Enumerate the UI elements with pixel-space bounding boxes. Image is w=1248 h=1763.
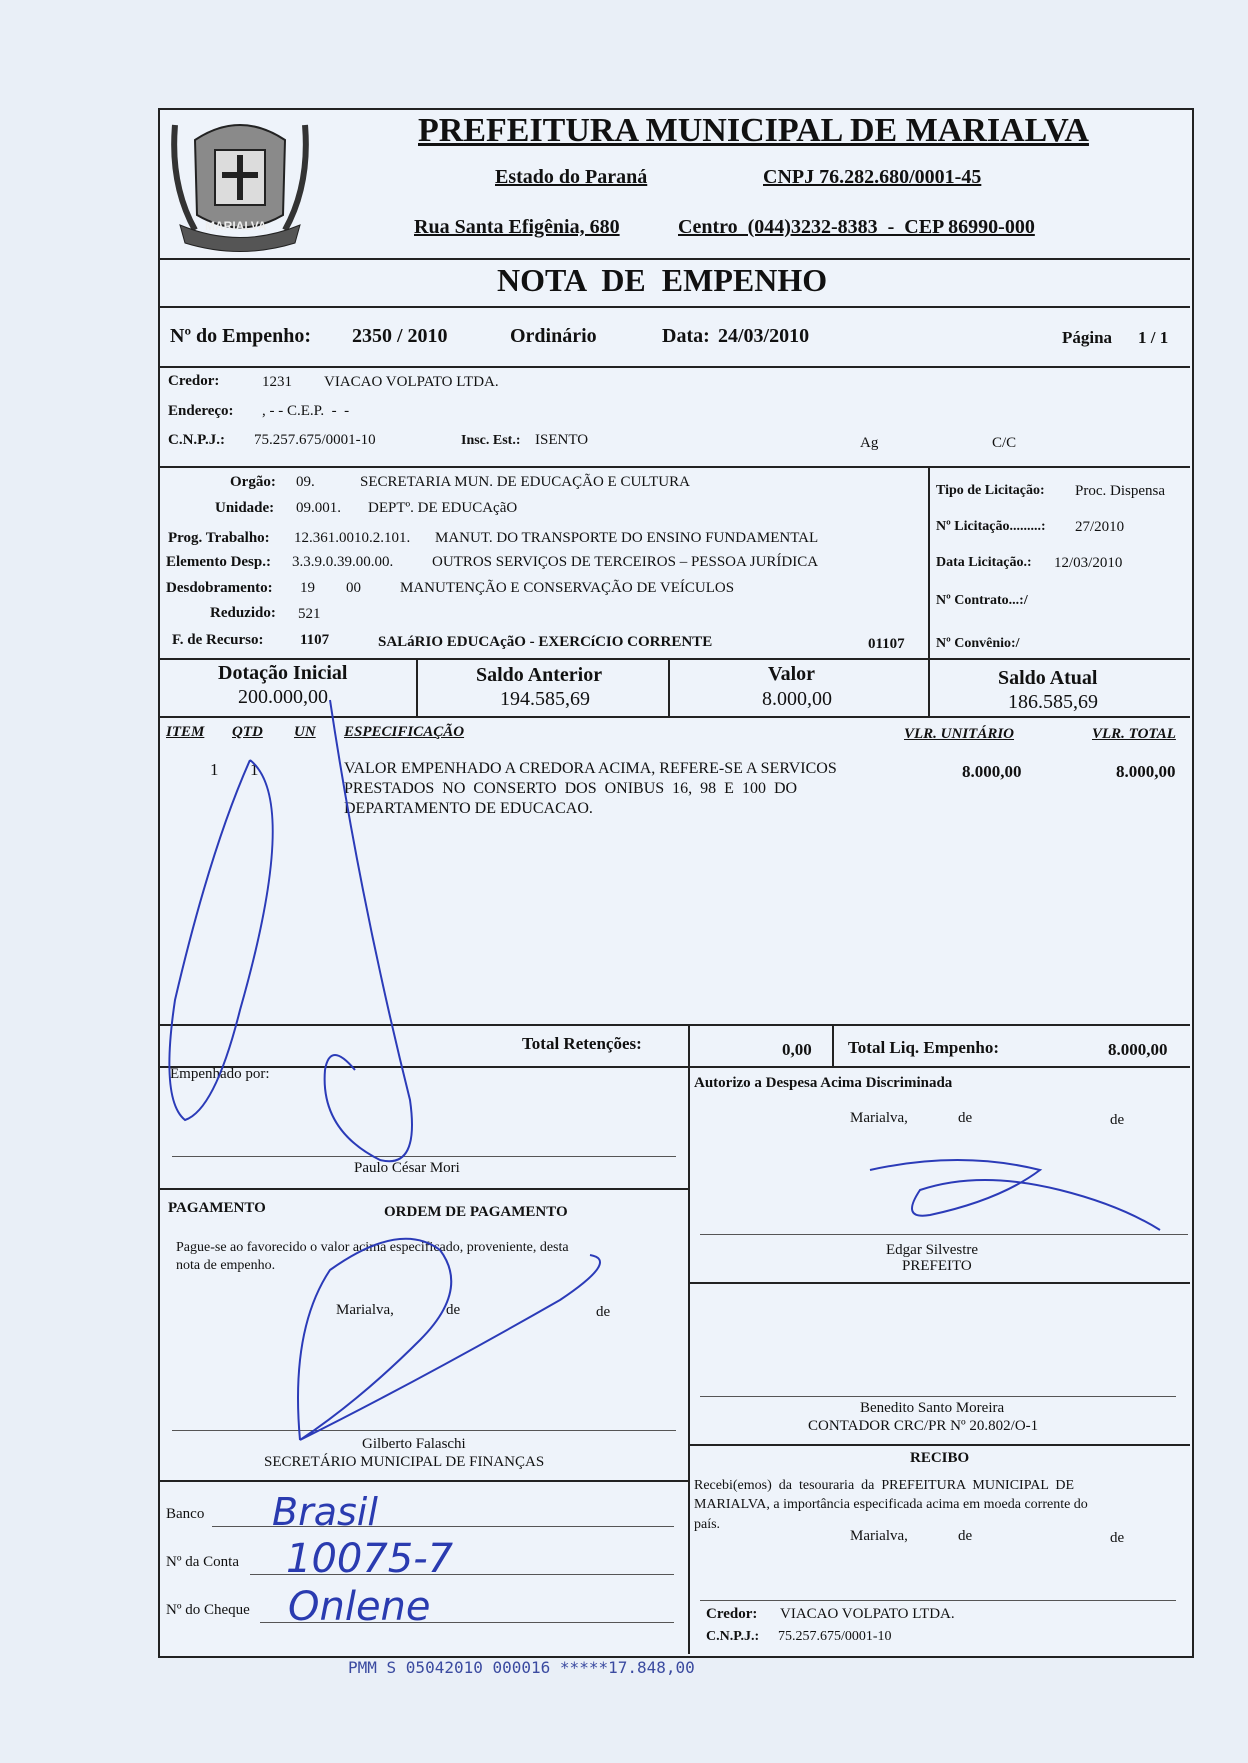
cheque-handwritten: Onlene (288, 1584, 431, 1630)
desdobramento-value: MANUTENÇÃO E CONSERVAÇÃO DE VEÍCULOS (400, 580, 735, 596)
banco-label: Banco (166, 1506, 205, 1522)
total-liquido-value: 8.000,00 (1108, 1040, 1168, 1059)
unidade-label: Unidade: (215, 500, 275, 516)
empenho-number-label: Nº do Empenho: (170, 325, 312, 347)
pagamento-label: PAGAMENTO (168, 1200, 266, 1216)
credor-label: Credor: (168, 373, 220, 389)
data-licitacao-label: Data Licitação.: (936, 555, 1032, 570)
insc-value: ISENTO (535, 432, 589, 448)
dotacao-value: 200.000,00 (238, 686, 328, 708)
valor-label: Valor (768, 663, 816, 685)
recurso-label: F. de Recurso: (172, 632, 264, 648)
total-retencoes-value: 0,00 (782, 1040, 812, 1059)
item-desc-line-1: VALOR EMPENHADO A CREDORA ACIMA, REFERE-SE A SERVICOS (344, 760, 837, 777)
prog-trabalho-label: Prog. Trabalho: (168, 530, 270, 546)
contador-name: Benedito Santo Moreira (860, 1400, 1005, 1416)
ordem-pagamento-label: ORDEM DE PAGAMENTO (384, 1204, 568, 1220)
page-number: 1 / 1 (1138, 328, 1169, 347)
total-retencoes-label: Total Retenções: (522, 1034, 642, 1053)
prog-trabalho-value: MANUT. DO TRANSPORTE DO ENSINO FUNDAMENTAL (435, 530, 819, 546)
valor-value: 8.000,00 (762, 688, 832, 710)
coat-of-arms-ribbon-text: MARIALVA (205, 219, 267, 233)
recibo-cnpj-value: 75.257.675/0001-10 (778, 1629, 892, 1644)
pagamento-text-2: nota de empenho. (176, 1258, 276, 1273)
insc-label: Insc. Est.: (461, 433, 521, 448)
contrato-label: Nº Contrato...:/ (936, 593, 1028, 608)
convenio-label: Nº Convênio:/ (936, 636, 1020, 651)
recibo-text-1: Recebi(emos) da tesouraria da PREFEITURA MUNICIPAL DE (694, 1478, 1075, 1493)
col-vlr-unitario: VLR. UNITÁRIO (904, 726, 1015, 742)
credor-code: 1231 (262, 374, 292, 390)
conta-corrente-label: C/C (992, 435, 1017, 451)
autorizo-de-1: de (958, 1110, 973, 1126)
prefeito-name: Edgar Silvestre (886, 1242, 979, 1258)
financas-role: SECRETÁRIO MUNICIPAL DE FINANÇAS (264, 1454, 545, 1470)
saldo-atual-value: 186.585,69 (1008, 691, 1098, 713)
prefeito-signature (870, 1160, 1160, 1230)
recurso-value: SALáRIO EDUCAçãO - EXERCíCIO CORRENTE (378, 634, 713, 650)
orgao-label: Orgão: (230, 474, 276, 490)
conta-label: Nº da Conta (166, 1554, 239, 1570)
footer-stamp: PMM S 05042010 000016 *****17.848,00 (348, 1658, 695, 1677)
header-address-2: Centro (044)3232-8383 - CEP 86990-000 (678, 216, 1035, 238)
empenhado-por-label: Empenhado por: (170, 1066, 270, 1082)
orgao-code: 09. (296, 474, 315, 490)
tipo-licitacao-value: Proc. Dispensa (1075, 483, 1165, 499)
data-licitacao-value: 12/03/2010 (1054, 555, 1123, 571)
num-licitacao-value: 27/2010 (1075, 519, 1125, 535)
autorizo-de-2: de (1110, 1112, 1125, 1128)
item-desc-line-3: DEPARTAMENTO DE EDUCACAO. (344, 800, 593, 817)
desdobramento-code: 19 (300, 580, 315, 596)
autorizo-city: Marialva, (850, 1110, 908, 1126)
elemento-code: 3.3.9.0.39.00.00. (292, 554, 394, 570)
elemento-value: OUTROS SERVIÇOS DE TERCEIROS – PESSOA JURÍDICA (432, 554, 819, 570)
empenhado-por-name: Paulo César Mori (354, 1160, 460, 1176)
document-title: NOTA DE EMPENHO (497, 262, 828, 298)
page-number-label: Página (1062, 328, 1113, 347)
dotacao-label: Dotação Inicial (218, 662, 348, 684)
recibo-de-1: de (958, 1528, 973, 1544)
endereco-label: Endereço: (168, 403, 234, 419)
empenho-date: 24/03/2010 (718, 325, 810, 347)
pagamento-city: Marialva, (336, 1302, 394, 1318)
saldo-atual-label: Saldo Atual (998, 667, 1098, 689)
col-un: UN (294, 724, 316, 740)
header-cnpj: CNPJ 76.282.680/0001-45 (763, 166, 982, 188)
empenho-type: Ordinário (510, 325, 597, 347)
saldo-anterior-label: Saldo Anterior (476, 664, 603, 686)
endereco-value: , - - C.E.P. - - (262, 403, 350, 419)
saldo-anterior-value: 194.585,69 (500, 688, 590, 710)
reduzido-code: 521 (298, 606, 321, 622)
tipo-licitacao-label: Tipo de Licitação: (936, 483, 1045, 498)
prefeito-role: PREFEITO (902, 1258, 972, 1274)
empenhado-signature-line (169, 760, 272, 1120)
item-unit-value: 8.000,00 (962, 762, 1022, 781)
recibo-cnpj-label: C.N.P.J.: (706, 1629, 760, 1644)
recibo-de-2: de (1110, 1530, 1125, 1546)
col-qtd: QTD (232, 724, 263, 740)
recurso-code-2: 01107 (868, 636, 905, 652)
pagamento-de-2: de (596, 1304, 611, 1320)
page-title: PREFEITURA MUNICIPAL DE MARIALVA (418, 112, 1089, 149)
pagamento-de-1: de (446, 1302, 461, 1318)
item-number: 1 (210, 760, 219, 779)
col-especificacao: ESPECIFICAÇÃO (344, 724, 465, 740)
financas-name: Gilberto Falaschi (362, 1436, 466, 1452)
banco-handwritten: Brasil (272, 1490, 378, 1534)
unidade-code: 09.001. (296, 500, 341, 516)
contador-role: CONTADOR CRC/PR Nº 20.802/O-1 (808, 1418, 1039, 1434)
header-state: Estado do Paraná (495, 166, 648, 188)
recibo-label: RECIBO (910, 1450, 970, 1466)
orgao-value: SECRETARIA MUN. DE EDUCAÇÃO E CULTURA (360, 474, 690, 490)
recibo-credor-label: Credor: (706, 1606, 758, 1622)
total-liquido-label: Total Liq. Empenho: (848, 1038, 999, 1057)
pagamento-signature (298, 1239, 600, 1440)
recibo-text-2: MARIALVA, a importância especificada acima em moeda corrente do (694, 1497, 1088, 1512)
agencia-label: Ag (860, 435, 879, 451)
cheque-label: Nº do Cheque (166, 1602, 250, 1618)
conta-handwritten: 10075-7 (286, 1536, 454, 1582)
recibo-text-3: país. (694, 1517, 721, 1532)
elemento-label: Elemento Desp.: (166, 554, 271, 570)
item-desc-line-2: PRESTADOS NO CONSERTO DOS ONIBUS 16, 98 E 100 DO (344, 780, 798, 797)
header-address: Rua Santa Efigênia, 680 (414, 216, 620, 238)
recibo-credor-value: VIACAO VOLPATO LTDA. (780, 1606, 955, 1622)
cnpj-value: 75.257.675/0001-10 (254, 432, 376, 448)
prog-trabalho-code: 12.361.0010.2.101. (294, 530, 411, 546)
autorizo-label: Autorizo a Despesa Acima Discriminada (694, 1075, 953, 1091)
recibo-city: Marialva, (850, 1528, 908, 1544)
desdobramento-label: Desdobramento: (166, 580, 273, 596)
recurso-code: 1107 (300, 632, 330, 648)
empenho-number: 2350 / 2010 (352, 325, 448, 347)
credor-name: VIACAO VOLPATO LTDA. (324, 374, 499, 390)
empenhado-signature-loop (325, 700, 412, 1161)
reduzido-label: Reduzido: (210, 605, 276, 621)
item-qty: 1 (250, 760, 259, 779)
col-item: ITEM (166, 724, 205, 740)
cnpj-label: C.N.P.J.: (168, 432, 225, 448)
item-total-value: 8.000,00 (1116, 762, 1176, 781)
num-licitacao-label: Nº Licitação.........: (936, 519, 1046, 534)
unidade-value: DEPTº. DE EDUCAçãO (368, 500, 518, 516)
pagamento-text-1: Pague-se ao favorecido o valor acima especificado, proveniente, desta (176, 1240, 569, 1255)
desdobramento-code-2: 00 (346, 580, 361, 596)
empenho-date-label: Data: (662, 325, 710, 347)
col-vlr-total: VLR. TOTAL (1092, 726, 1176, 742)
